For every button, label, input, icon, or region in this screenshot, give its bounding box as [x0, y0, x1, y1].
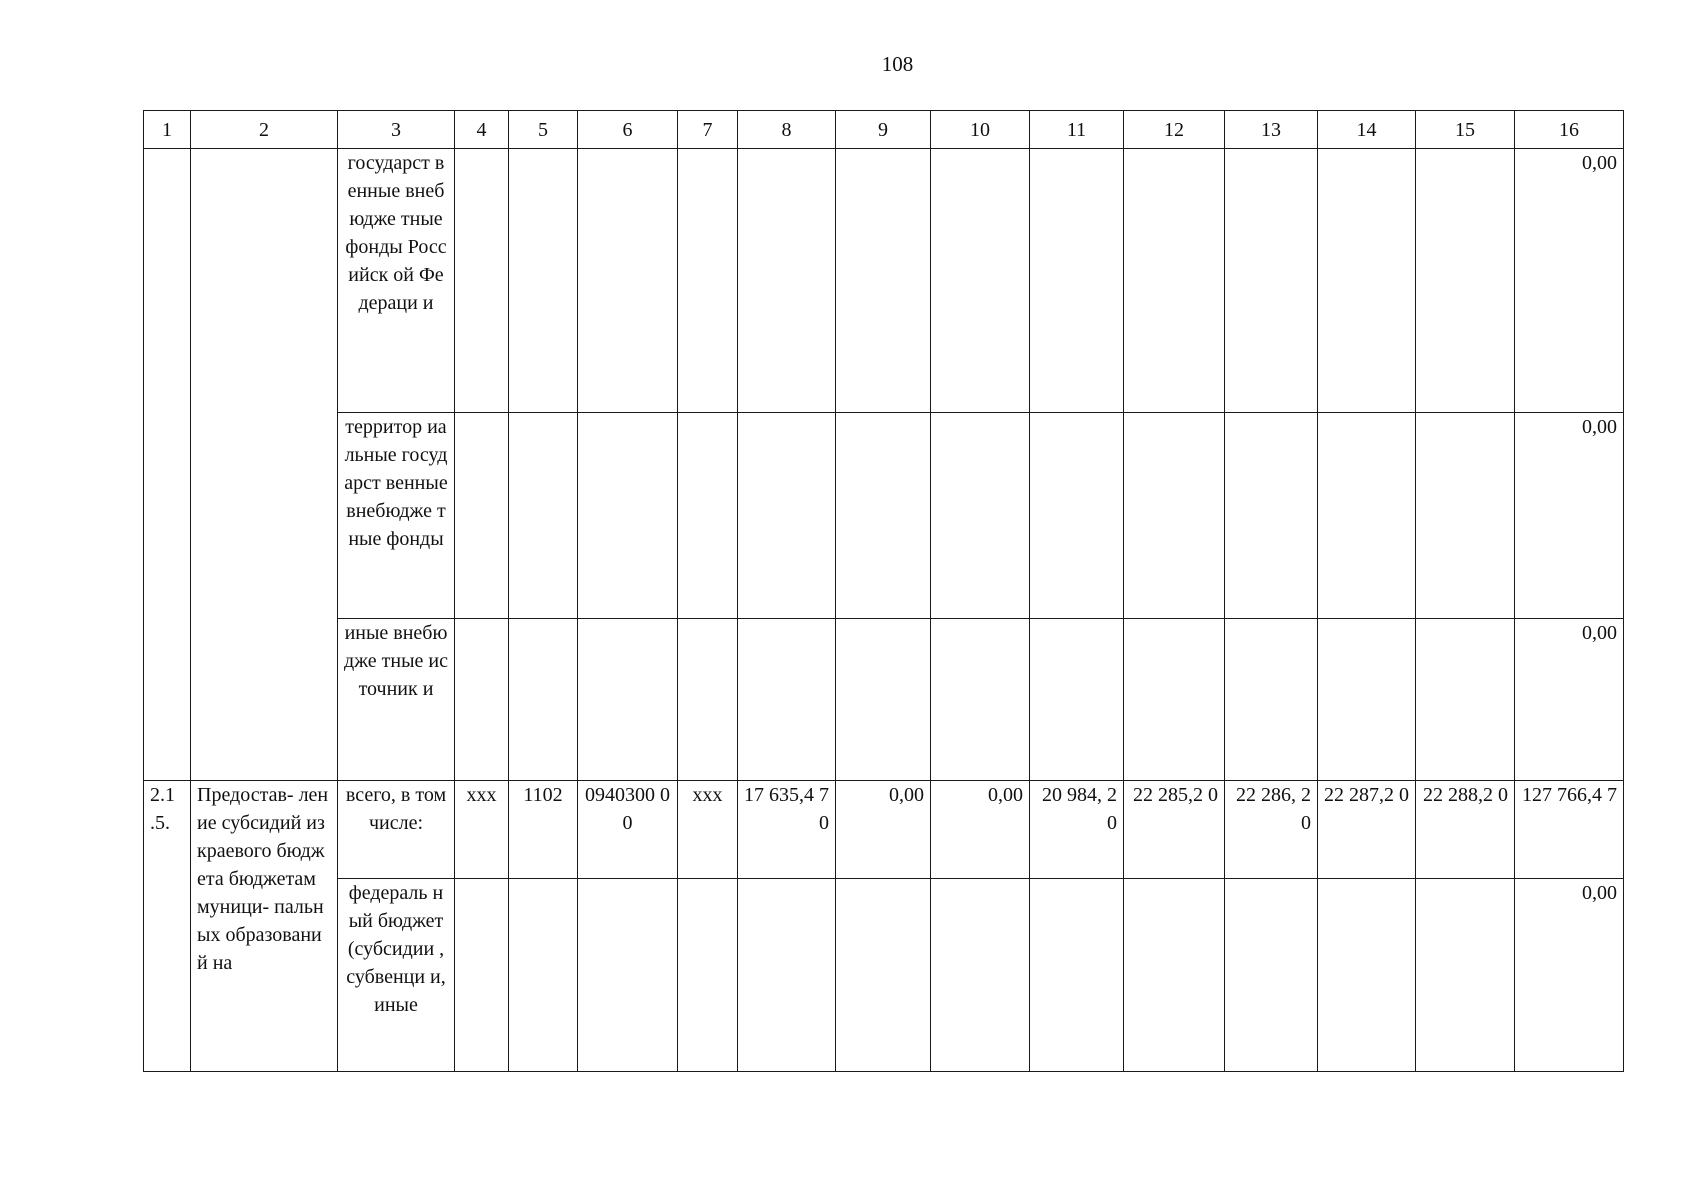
table-cell-empty — [191, 149, 338, 781]
table-cell-empty — [1225, 879, 1318, 1072]
table-cell-empty — [931, 149, 1030, 413]
table-cell-empty — [509, 619, 578, 781]
table-cell-empty — [1030, 879, 1124, 1072]
total-value-cell: 0,00 — [1515, 619, 1624, 781]
table-cell-empty — [678, 879, 738, 1072]
total-value-cell: 0,00 — [1515, 413, 1624, 619]
table-cell-empty — [1416, 413, 1515, 619]
table-cell-empty — [1416, 149, 1515, 413]
table-cell-empty — [578, 879, 678, 1072]
column-header-row — [144, 111, 1624, 149]
column-header: 9 — [836, 111, 931, 149]
table-row — [144, 413, 1624, 619]
table-cell-empty — [1318, 149, 1416, 413]
table-cell-empty — [836, 413, 931, 619]
table-cell-empty — [678, 619, 738, 781]
column-header: 1 — [144, 111, 191, 149]
table-cell-empty — [455, 149, 509, 413]
code-cell: 0940300 00 — [578, 781, 678, 879]
table-cell-empty — [455, 879, 509, 1072]
table-cell-empty — [738, 149, 836, 413]
table-cell-empty — [678, 149, 738, 413]
table-cell-empty — [1124, 619, 1225, 781]
table-row — [144, 619, 1624, 781]
table-cell-empty — [1318, 413, 1416, 619]
item-description-cell: Предостав- ление субсидий из краевого бюджета бюджетам муници- пальных образований на — [191, 781, 338, 1072]
table-cell-empty — [1225, 413, 1318, 619]
column-header: 10 — [931, 111, 1030, 149]
table-row — [144, 879, 1624, 1072]
total-value-cell: 0,00 — [1515, 879, 1624, 1072]
item-number-cell: 2.1 .5. — [144, 781, 191, 1072]
table-row — [144, 781, 1624, 879]
table-cell-empty — [144, 149, 191, 781]
table-cell-empty — [509, 413, 578, 619]
table-cell-empty — [455, 619, 509, 781]
amount-cell: 22 286, 20 — [1225, 781, 1318, 879]
amount-cell: 17 635,4 70 — [738, 781, 836, 879]
amount-cell: 0,00 — [836, 781, 931, 879]
table-cell-empty — [836, 879, 931, 1072]
code-cell: 1102 — [509, 781, 578, 879]
column-header: 11 — [1030, 111, 1124, 149]
column-header: 7 — [678, 111, 738, 149]
code-cell: ххх — [678, 781, 738, 879]
table-cell-empty — [931, 879, 1030, 1072]
table-cell-empty — [1318, 619, 1416, 781]
table-cell-empty — [1124, 149, 1225, 413]
total-value-cell: 127 766,4 7 — [1515, 781, 1624, 879]
column-header: 12 — [1124, 111, 1225, 149]
table-cell-empty — [836, 149, 931, 413]
amount-cell: 0,00 — [931, 781, 1030, 879]
code-cell: ххх — [455, 781, 509, 879]
table-cell-empty — [1030, 619, 1124, 781]
column-header: 2 — [191, 111, 338, 149]
table-cell-empty — [509, 879, 578, 1072]
table-cell-empty — [1225, 619, 1318, 781]
table-cell-empty — [931, 619, 1030, 781]
table-cell-empty — [1416, 619, 1515, 781]
table-cell-empty — [738, 879, 836, 1072]
amount-cell: 22 287,2 0 — [1318, 781, 1416, 879]
table-cell-empty — [1124, 879, 1225, 1072]
table-cell-empty — [578, 619, 678, 781]
column-header: 4 — [455, 111, 509, 149]
table-cell-empty — [738, 619, 836, 781]
column-header: 14 — [1318, 111, 1416, 149]
column-header: 5 — [509, 111, 578, 149]
funding-source-cell: всего, в том числе: — [338, 781, 455, 879]
column-header: 16 — [1515, 111, 1624, 149]
page-number: 108 — [881, 52, 914, 76]
funding-source-cell: иные внебюдже тные источник и — [338, 619, 455, 781]
column-header: 15 — [1416, 111, 1515, 149]
table-cell-empty — [738, 413, 836, 619]
amount-cell: 22 285,2 0 — [1124, 781, 1225, 879]
table-cell-empty — [578, 413, 678, 619]
column-header: 8 — [738, 111, 836, 149]
amount-cell: 20 984, 20 — [1030, 781, 1124, 879]
table-row — [144, 149, 1624, 413]
table-cell-empty — [1030, 413, 1124, 619]
table-cell-empty — [1225, 149, 1318, 413]
table-cell-empty — [678, 413, 738, 619]
funding-source-cell: государст венные внебюдже тные фонды Российск ой Федераци и — [338, 149, 455, 413]
budget-table — [143, 110, 1624, 1072]
amount-cell: 22 288,2 0 — [1416, 781, 1515, 879]
table-cell-empty — [578, 149, 678, 413]
total-value-cell: 0,00 — [1515, 149, 1624, 413]
funding-source-cell: территор иальные государст венные внебюдже тные фонды — [338, 413, 455, 619]
table-cell-empty — [509, 149, 578, 413]
table-cell-empty — [1318, 879, 1416, 1072]
column-header: 13 — [1225, 111, 1318, 149]
table-cell-empty — [1124, 413, 1225, 619]
funding-source-cell: федераль ный бюджет (субсидии , субвенци и, иные — [338, 879, 455, 1072]
table-cell-empty — [455, 413, 509, 619]
column-header: 3 — [338, 111, 455, 149]
table-cell-empty — [1030, 149, 1124, 413]
table-cell-empty — [836, 619, 931, 781]
table-cell-empty — [1416, 879, 1515, 1072]
column-header: 6 — [578, 111, 678, 149]
table-cell-empty — [931, 413, 1030, 619]
